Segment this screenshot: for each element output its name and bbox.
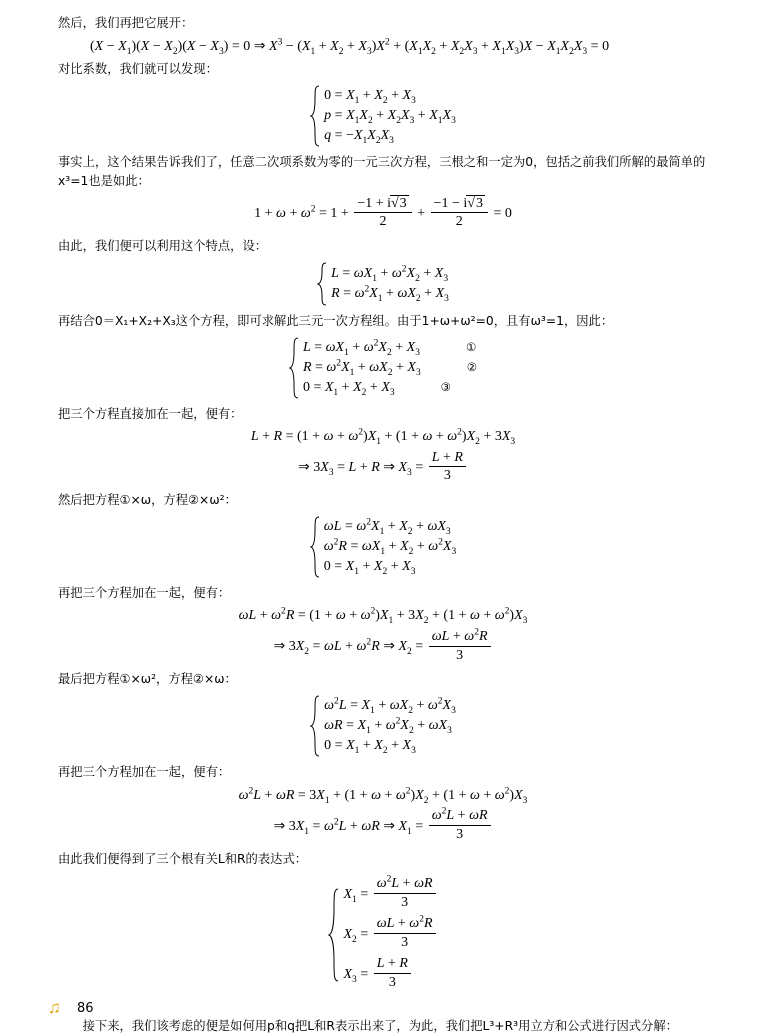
equation-expand: $(X - X_1)(X - X_2)(X - X_3) = 0$ ⇒ $X^3 - (X_1 + X_2 + X_3)X^2 + (X_1X_2 + X_2X_3 + X_1X_3)X - X_1X_2X_3 = 0$: [90, 37, 610, 57]
equation-row: $L = \omega X_1 + \omega^2X_2 + X_3$ ①: [302, 338, 477, 359]
equation-sum2: $\omega L + \omega^2R = (1 + \omega + \omega^2)X_1 + 3X_2 + (1 + \omega + \omega^2)X_3$: [238, 606, 528, 627]
equation-row: $0 = X_1 + X_2 + X_3$: [324, 738, 416, 757]
paragraph-12: 接下来，我们该考虑的便是如何用p和q把L和R表示出来了，为此，我们把L³+R³用立方和公式进行因式分解：: [82, 1018, 678, 1033]
left-brace-icon: [310, 695, 321, 757]
paragraph-7: 然后把方程①×ω，方程②×ω²：: [58, 493, 237, 508]
paragraph-8: 再把三个方程加在一起，便有：: [58, 586, 231, 601]
paragraph-11: 由此我们便得到了三个根有关L和R的表达式：: [58, 851, 308, 866]
equation-row: $0 = X_1 + X_2 + X_3$: [323, 559, 416, 578]
paragraph-4: 由此，我们便可以利用这个特点，设：: [58, 239, 268, 254]
left-brace-icon: [328, 875, 340, 995]
equation-row: $R = \omega^2X_1 + \omega X_2 + X_3$ ②: [302, 358, 478, 379]
paragraph-5: 再结合0＝X₁+X₂+X₃这个方程，即可求解此三元一次方程组。由于1+ω+ω²=0，且有ω³=1，因此：: [58, 314, 614, 329]
left-brace-icon: [310, 85, 321, 147]
music-note-icon: ♫: [48, 998, 61, 1017]
equation-row: $L = \omega X_1 + \omega^2X_2 + X_3$: [331, 264, 449, 285]
paragraph-3: 事实上，这个结果告诉我们了，任意二次项系数为零的一元三次方程，三根之和一定为0，包括之前我们所解的最简单的x³=1也是如此：: [58, 155, 706, 189]
equation-tag: ③: [440, 380, 451, 395]
left-brace-icon: [317, 262, 328, 306]
paragraph-10: 再把三个方程加在一起，便有：: [58, 765, 231, 780]
equation-row: $X_1$ = $\frac{\omega^2L + \omega R}{3}$: [343, 875, 437, 915]
equation-sum2-result: ⇒ $3X_2 = \omega L + \omega^2R$ ⇒ $X_2$ = $\frac{\omega L + \omega^2R}{3}$: [58, 629, 708, 665]
equation-row: $\omega L = \omega^2X_1 + X_2 + \omega X_3$: [323, 517, 451, 538]
paragraph-9: 最后把方程①×ω²，方程②×ω：: [58, 672, 237, 687]
equation-row: $\omega R = X_1 + \omega^2X_2 + \omega X_3$: [324, 716, 452, 737]
equation-sum3: $\omega^2L + \omega R = 3X_1 + (1 + \omega + \omega^2)X_2 + (1 + \omega + \omega^2)X_3$: [238, 785, 528, 806]
page-number: 86: [77, 1000, 94, 1016]
paragraph-6: 把三个方程直接加在一起，便有：: [58, 407, 243, 422]
equation-row: $0 = X_1 + X_2 + X_3$: [324, 88, 416, 106]
equation-tag: ①: [465, 340, 477, 355]
equation-row: $X_3$ = $\frac{L + R}{3}$: [343, 955, 437, 995]
LR-system-numbered: [58, 337, 708, 399]
equation-row: $q = -X_1X_2X_3$: [324, 128, 394, 146]
equation-row: $X_2$ = $\frac{\omega L + \omega^2R}{3}$: [343, 915, 437, 955]
equation-sum3-result: ⇒ $3X_1 = \omega^2L + \omega R$ ⇒ $X_1$ = $\frac{\omega^2L + \omega R}{3}$: [58, 809, 708, 845]
equation-tag: ②: [466, 360, 478, 375]
left-brace-icon: [289, 337, 300, 399]
LR-definition-system: [58, 262, 708, 306]
equation-sum-all-result: ⇒ $3X_3 = L + R$ ⇒ $X_3$ = $\frac{L + R}{3}$: [58, 450, 708, 486]
omega2-multiplied-system: [58, 695, 708, 757]
equation-row: $R = \omega^2X_1 + \omega X_2 + X_3$: [331, 284, 449, 305]
equation-row: $\omega^2R = \omega X_1 + X_2 + \omega^2X_3$: [323, 537, 457, 558]
left-brace-icon: [310, 516, 321, 578]
equation-row: $p = X_1X_2 + X_2X_3 + X_1X_3$: [324, 108, 456, 126]
equation-omega-sum: $1 + \omega + \omega^2 = 1$ + $\frac{-1 + i√3}{2}$ + $\frac{-1 - i√3}{2}$ = 0: [254, 195, 512, 230]
equation-row: $0 = X_1 + X_2 + X_3$ ③: [302, 380, 451, 399]
equation-sum-all: $L + R = (1 + \omega + \omega^2)X_1 + (1 + \omega + \omega^2)X_2 + 3X_3$: [250, 427, 516, 448]
equation-row: $\omega^2L = X_1 + \omega X_2 + \omega^2X_3$: [324, 696, 456, 717]
paragraph-2: 对比系数，我们就可以发现：: [58, 62, 218, 77]
roots-system: [58, 875, 708, 995]
page-footer: [48, 999, 94, 1017]
omega-multiplied-system: [58, 516, 708, 578]
paragraph-1: 然后，我们再把它展开：: [58, 16, 194, 30]
coefficient-system: [58, 85, 708, 147]
